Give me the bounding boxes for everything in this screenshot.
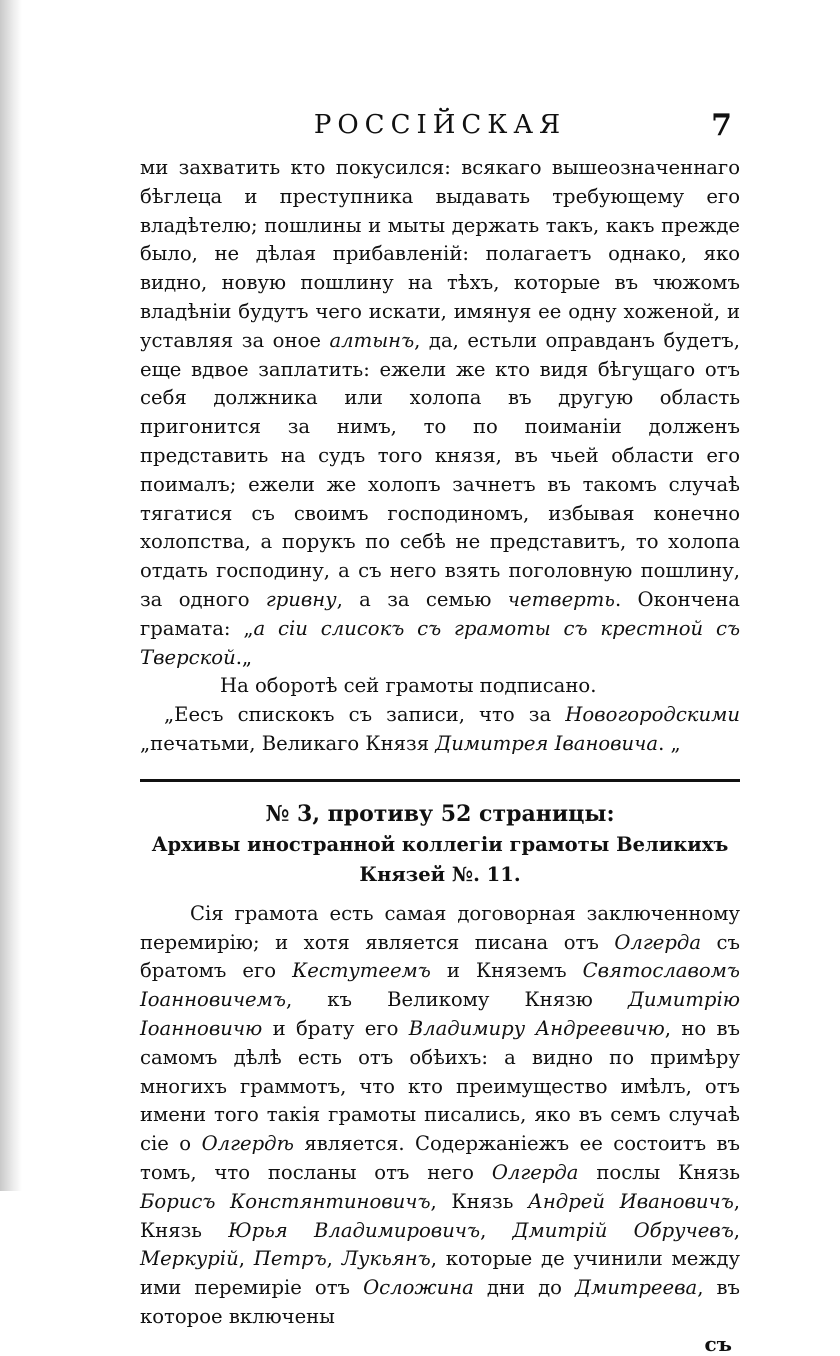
italic-name-run: Дмитреева [575,1276,698,1300]
text-run: „печатьми, Великаго Князя [140,731,436,755]
page-edge-shadow [0,0,22,1191]
text-run: . „ [658,731,681,755]
text-run: .„ [235,645,253,669]
section-paragraph [140,900,740,1332]
italic-name-run: гривну [265,587,337,611]
text-run: Сія грамота есть самая договорная заключенному перемирію; и хотя является писана отъ [140,901,740,954]
catchword: съ [704,1331,732,1356]
italic-name-run: Димитрію Іоанновичю [140,988,740,1040]
section-body [140,900,740,1332]
text-run: съ братомъ его [140,930,740,983]
text-run: , къ Великому Князю [285,988,628,1012]
italic-name-run: Олгерда [614,930,702,954]
text-run: , [480,1218,513,1242]
italic-name-run: Лукьянъ [341,1247,431,1271]
text-run: дни до [473,1276,576,1300]
italic-name-run: Владимиру Андреевичю [408,1016,665,1040]
text-run: . Окончена грамата: „ [140,587,740,640]
text-run: и брату его [262,1016,409,1040]
italic-name-run: Димитрея Івановича [435,731,659,755]
italic-name-run: Осложина [363,1276,474,1300]
book-page [140,110,740,1356]
italic-name-run: Олгерда [491,1160,579,1184]
section-subtitle: Архивы иностранной коллегіи грамоты Великихъ Князей №. 11. [151,832,729,886]
italic-name-run: Меркурій [140,1247,239,1271]
text-run: , [733,1218,740,1242]
page-number: 7 [711,108,732,143]
italic-name-run: Кестутеемъ [292,959,431,983]
text-run: послы Князь [578,1160,740,1184]
text-run: , но въ самомъ дѣлѣ есть отъ обѣихъ: а видно по примѣру многихъ граммотъ, что кто преимущество имѣлъ, отъ имени того такія грамоты писались, яко въ семъ случаѣ сіе о [140,1016,740,1156]
page-header [140,110,740,154]
italic-name-run: Олгердѣ [201,1132,294,1156]
italic-name-run: Юрья Владимировичъ [228,1218,481,1242]
signature-intro: На оборотѣ сей грамоты подписано. [220,674,597,698]
italic-name-run: алтынъ [329,328,415,352]
main-text [140,154,740,759]
text-run: , а за семью [336,587,508,611]
text-run: , Князь [140,1189,740,1242]
text-run: , въ которое включены [140,1276,740,1328]
text-run: , [238,1247,254,1271]
italic-name-run: Борисъ Констянтиновичъ [140,1189,431,1213]
text-run: , [326,1247,342,1271]
paragraph-continued [140,154,740,672]
running-title: РОССІЙСКАЯ [313,110,567,140]
italic-name-run: а сіи слисокъ съ грамоты съ крестной съ Тверской [140,616,740,669]
text-run: , да, естьли оправданъ будетъ, еще вдвое заплатить: ежели же кто видя бѣгущаго отъ себя должника или холопа въ другую область пригонится за нимъ, то по поиманіи долженъ представить на судъ того князя, въ чьей области его поималъ; ежели же холопъ зачнетъ въ такомъ случаѣ тягатися съ своимъ господиномъ, избывая конечно холопства, а порукъ по себѣ не представитъ, то холопа отдать господину, а съ него взять поголовную пошлину, за одного [140,328,740,611]
text-run: , которые де учинили между ими перемиріе отъ [140,1247,740,1300]
section-rule [140,779,740,782]
text-run: является. Содержаніежъ ее состоитъ въ томъ, что посланы отъ него [140,1132,741,1184]
italic-name-run: Дмитрій Обручевъ [512,1218,734,1242]
text-run: „Еесъ спискокъ съ записи, что за [164,703,566,727]
section-title: № 3, противу 52 страницы: [265,800,615,827]
italic-name-run: Андрей Ивановичъ [528,1189,734,1213]
italic-name-run: четверть [507,587,615,611]
text-run: и Княземъ [430,959,583,983]
italic-name-run: Петръ [253,1247,327,1271]
italic-name-run: Святославомъ Іоанновичемъ [140,959,740,1012]
italic-name-run: Новогородскими [565,703,740,727]
text-run: ми захватить кто покусился: всякаго вышеозначеннаго бѣглеца и преступника выдавать требующему его владѣтелю; пошлины и мыты держать такъ, какъ прежде было, не дѣлая прибавленій: полагаетъ однако, яко видно, новую пошлину на тѣхъ, которые въ чюжомъ владѣніи будутъ чего искати, имянуя ее одну хоженой, и уставляя за оное [140,156,740,352]
text-run: , Князь [430,1189,529,1213]
signature-quote [140,701,740,759]
